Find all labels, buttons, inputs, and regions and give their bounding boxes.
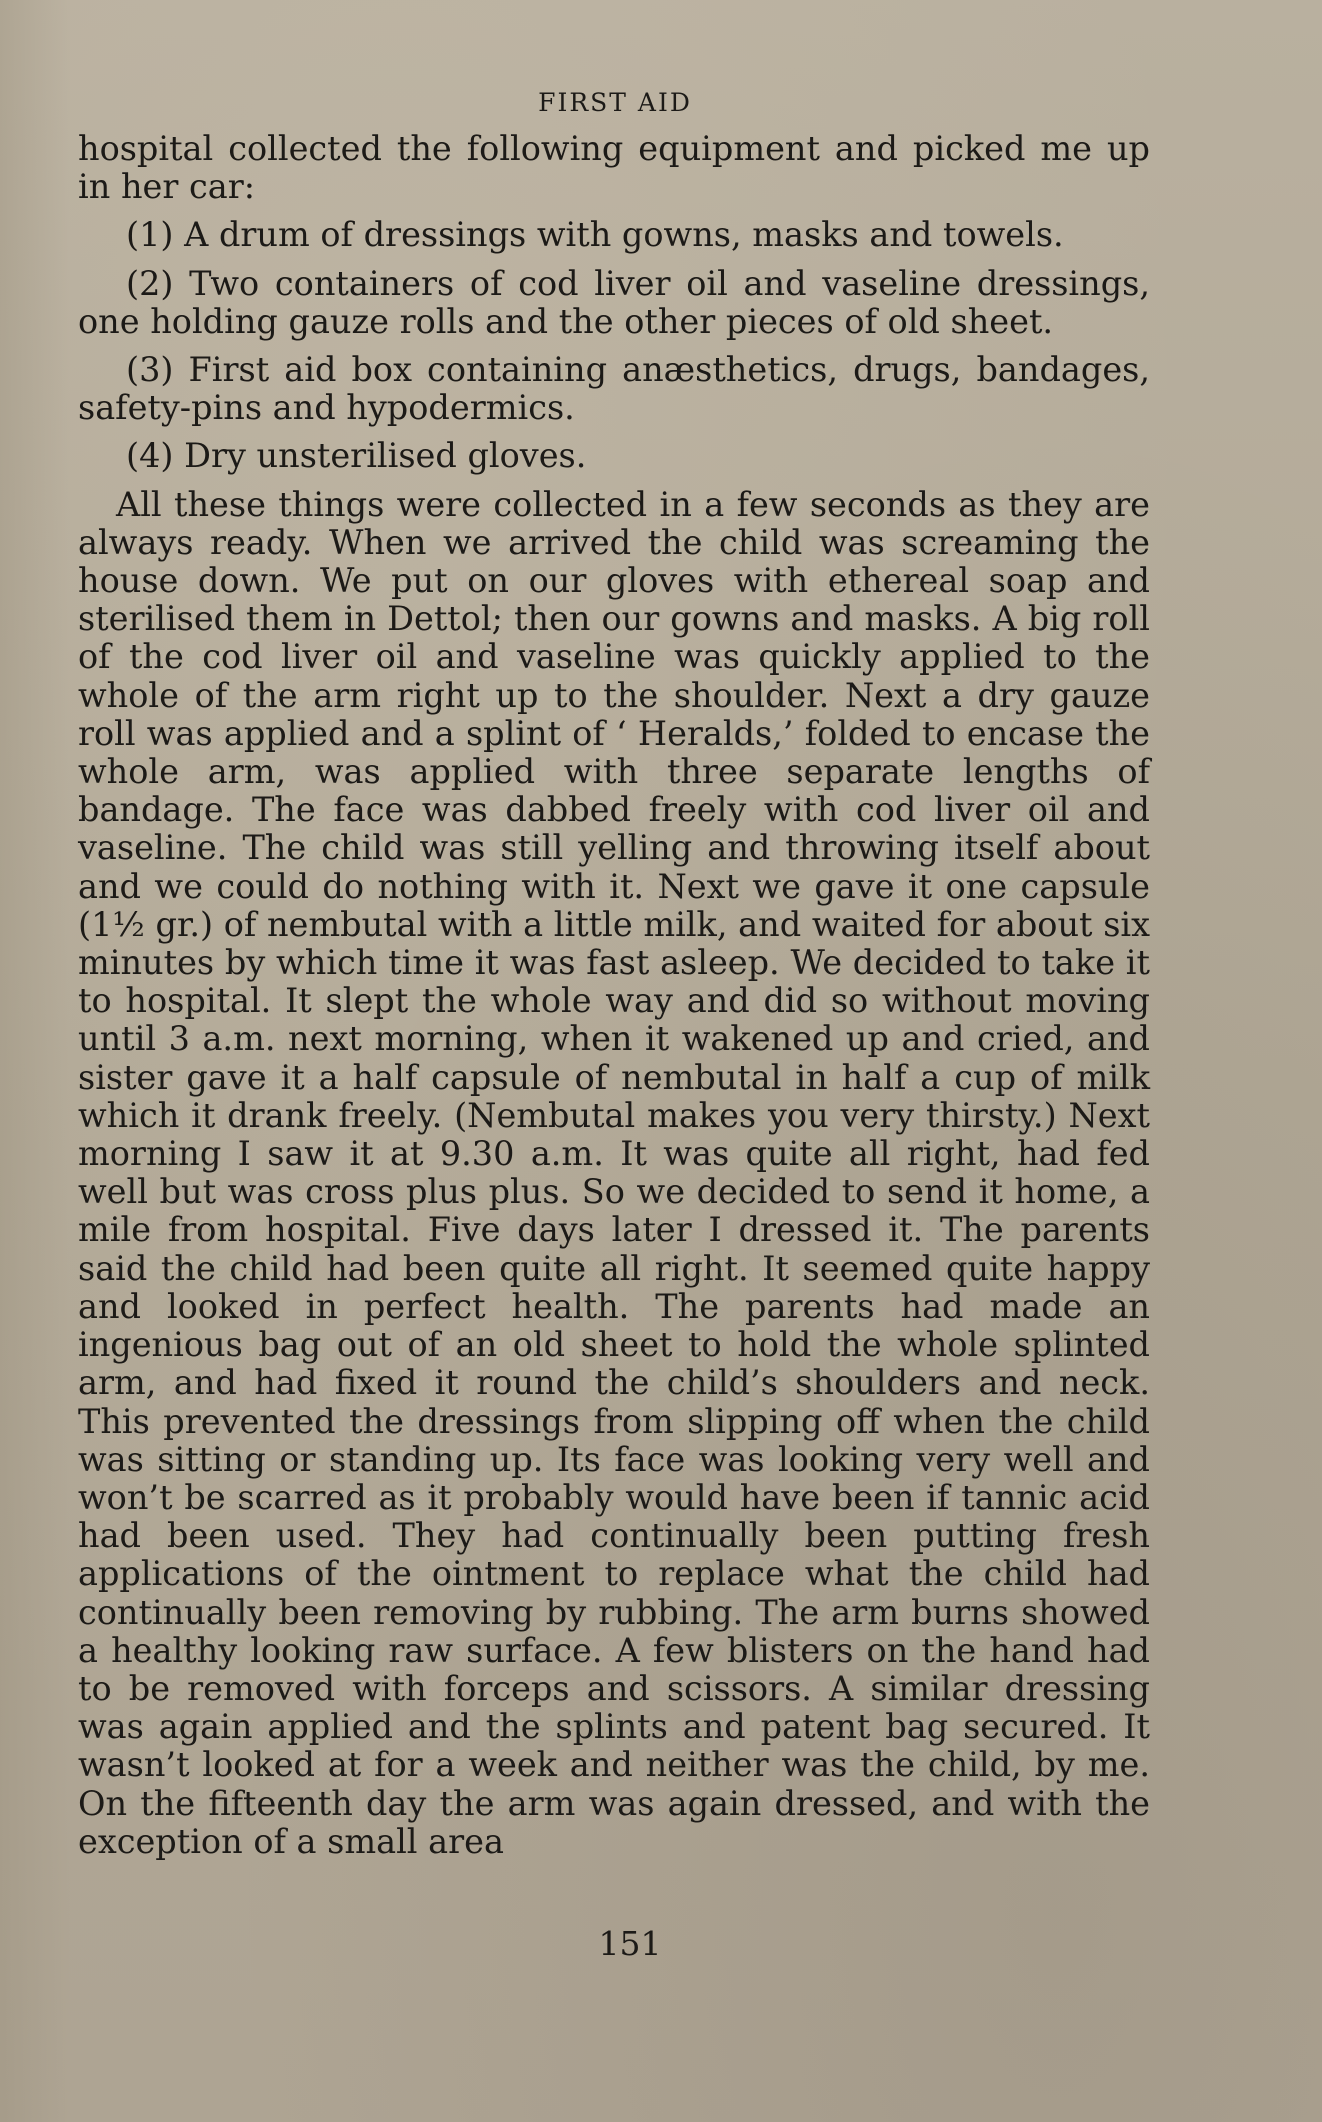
body-text [78, 130, 1150, 1871]
list-item-4: (4) Dry unsterilised gloves. [126, 436, 587, 476]
paragraph-main: All these things were collected in a few seconds as they are always ready. When we arrived the child was screaming the house down. We put on our gloves with ethereal soap and sterilised them in Dettol; then our gowns and masks. A big roll of the cod liver oil and vaseline was quickly applied to the whole of the arm right up to the shoulder. Next a dry gauze roll was applied and a splint of ‘ Heralds,’ folded to encase the whole arm, was applied with three separate lengths of bandage. The face was dabbed freely with cod liver oil and vaseline. The child was still yelling and throwing itself about and we could do nothing with it. Next we gave it one capsule (1½ gr.) of nembutal with a little milk, and waited for about six minutes by which time it was fast asleep. We decided to take it to hospital. It slept the whole way and did so without moving until 3 a.m. next morning, when it wakened up and cried, and sister gave it a half capsule of nembutal in half a cup of milk which it drank freely. (Nembutal makes you very thirsty.) Next morning I saw it at 9.30 a.m. It was quite all right, had fed well but was cross plus plus. So we decided to send it home, a mile from hospital. Five days later I dressed it. The parents said the child had been quite all right. It seemed quite happy and looked in perfect health. The parents had made an ingenious bag out of an old sheet to hold the whole splinted arm, and had fixed it round the child’s shoulders and neck. This prevented the dressings from slipping off when the child was sitting or standing up. Its face was looking very well and won’t be scarred as it probably would have been if tannic acid had been used. They had continually been putting fresh applications of the ointment to replace what the child had continually been removing by rubbing. The arm burns showed a healthy looking raw surface. A few blisters on the hand had to be removed with forceps and scissors. A similar dressing was again applied and the splints and patent bag secured. It wasn’t looked at for a week and neither was the child, by me. On the fifteenth day the arm was again dressed, and with the exception of a small area [78, 484, 1150, 1861]
list-item-3: (3) First aid box containing anæsthetics, drugs, bandages, safety-pins and hypodermics. [78, 350, 1150, 428]
paragraph-continued: hospital collected the following equipment and picked me up in her car: [78, 129, 1150, 207]
running-head: FIRST AID [538, 88, 692, 117]
page-edge-shadow [0, 0, 70, 2122]
page-number: 151 [598, 1924, 662, 1963]
list-item-1: (1) A drum of dressings with gowns, masks and towels. [126, 215, 1064, 255]
list-item-2: (2) Two containers of cod liver oil and vaseline dressings, one holding gauze rolls and the other pieces of old sheet. [78, 263, 1150, 341]
